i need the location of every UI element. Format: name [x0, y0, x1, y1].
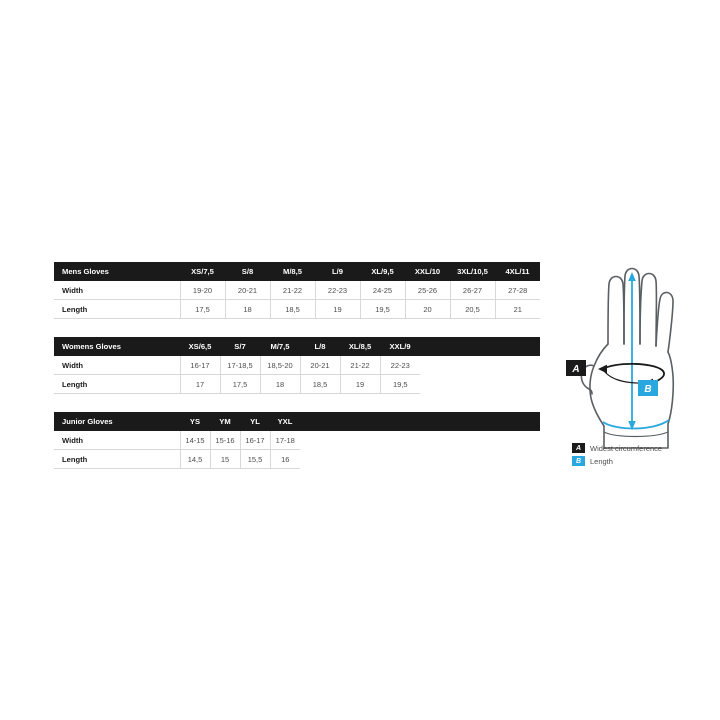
table-title: Womens Gloves — [54, 337, 180, 356]
table-title: Mens Gloves — [54, 262, 180, 281]
legend-badge-a-icon: A — [572, 443, 585, 453]
cell: 16 — [270, 450, 300, 469]
cell: 17 — [180, 375, 220, 394]
length-measure-line — [603, 272, 669, 430]
cell: 17,5 — [180, 300, 225, 319]
cell: 14-15 — [180, 431, 210, 450]
marker-b-label: B — [644, 384, 652, 395]
table-row — [54, 375, 540, 394]
cell: 19,5 — [360, 300, 405, 319]
cell: 19 — [340, 375, 380, 394]
column-header: 4XL/11 — [495, 262, 540, 281]
row-label: Length — [54, 300, 180, 319]
cell: 25-26 — [405, 281, 450, 300]
cell: 18,5 — [270, 300, 315, 319]
table-row — [54, 281, 540, 300]
column-header: XL/9,5 — [360, 262, 405, 281]
table-junior-gloves — [54, 412, 540, 469]
column-header: S/8 — [225, 262, 270, 281]
column-header: L/9 — [315, 262, 360, 281]
cell: 17,5 — [220, 375, 260, 394]
cell: 15 — [210, 450, 240, 469]
table-row — [54, 450, 540, 469]
legend-badge-b-icon: B — [572, 456, 585, 466]
table-header-row — [54, 412, 540, 431]
cell: 15,5 — [240, 450, 270, 469]
table-mens-gloves — [54, 262, 540, 319]
cell: 19-20 — [180, 281, 225, 300]
cell: 16-17 — [240, 431, 270, 450]
table-header-row — [54, 337, 540, 356]
column-header: YXL — [270, 412, 300, 431]
column-header: L/8 — [300, 337, 340, 356]
column-header: YM — [210, 412, 240, 431]
table-title: Junior Gloves — [54, 412, 180, 431]
column-header: M/7,5 — [260, 337, 300, 356]
row-label: Width — [54, 281, 180, 300]
legend-label-a: Widest circumference — [590, 443, 663, 453]
cell: 27-28 — [495, 281, 540, 300]
column-header: 3XL/10,5 — [450, 262, 495, 281]
cell-spacer — [420, 375, 540, 394]
table-womens-gloves — [54, 337, 540, 394]
table-row — [54, 300, 540, 319]
cell-spacer — [300, 431, 540, 450]
row-label: Length — [54, 450, 180, 469]
glove-diagram-svg — [556, 252, 706, 472]
cell: 17-18 — [270, 431, 300, 450]
column-header: XXL/10 — [405, 262, 450, 281]
cell: 18 — [225, 300, 270, 319]
cell: 22-23 — [315, 281, 360, 300]
cell: 21 — [495, 300, 540, 319]
legend-item-b — [572, 456, 720, 466]
column-header: YL — [240, 412, 270, 431]
row-label: Length — [54, 375, 180, 394]
cell: 20-21 — [225, 281, 270, 300]
cell: 18 — [260, 375, 300, 394]
cell: 20,5 — [450, 300, 495, 319]
cell: 17-18,5 — [220, 356, 260, 375]
size-tables — [54, 262, 540, 487]
marker-b-badge — [638, 380, 658, 396]
glove-measurement-illustration — [556, 252, 706, 472]
cell: 21-22 — [270, 281, 315, 300]
row-label: Width — [54, 356, 180, 375]
legend — [572, 443, 720, 469]
hand-outline-icon — [581, 269, 673, 449]
column-header: YS — [180, 412, 210, 431]
column-header: XS/6,5 — [180, 337, 220, 356]
marker-a-badge — [566, 360, 586, 376]
cell: 14,5 — [180, 450, 210, 469]
column-header: XXL/9 — [380, 337, 420, 356]
column-header: XS/7,5 — [180, 262, 225, 281]
cell: 22-23 — [380, 356, 420, 375]
cell: 15-16 — [210, 431, 240, 450]
header-spacer — [420, 337, 540, 356]
marker-a-label: A — [572, 364, 580, 375]
cell: 24-25 — [360, 281, 405, 300]
legend-item-a — [572, 443, 720, 453]
cell: 18,5 — [300, 375, 340, 394]
cell: 20 — [405, 300, 450, 319]
cell: 16-17 — [180, 356, 220, 375]
cell: 19,5 — [380, 375, 420, 394]
header-spacer — [300, 412, 540, 431]
row-label: Width — [54, 431, 180, 450]
column-header: S/7 — [220, 337, 260, 356]
column-header: XL/8,5 — [340, 337, 380, 356]
column-header: M/8,5 — [270, 262, 315, 281]
cell: 19 — [315, 300, 360, 319]
cell-spacer — [300, 450, 540, 469]
legend-label-b: Length — [590, 456, 613, 466]
table-row — [54, 356, 540, 375]
cell: 21-22 — [340, 356, 380, 375]
cell: 18,5-20 — [260, 356, 300, 375]
cell: 26-27 — [450, 281, 495, 300]
cell: 20-21 — [300, 356, 340, 375]
table-header-row — [54, 262, 540, 281]
cell-spacer — [420, 356, 540, 375]
table-row — [54, 431, 540, 450]
